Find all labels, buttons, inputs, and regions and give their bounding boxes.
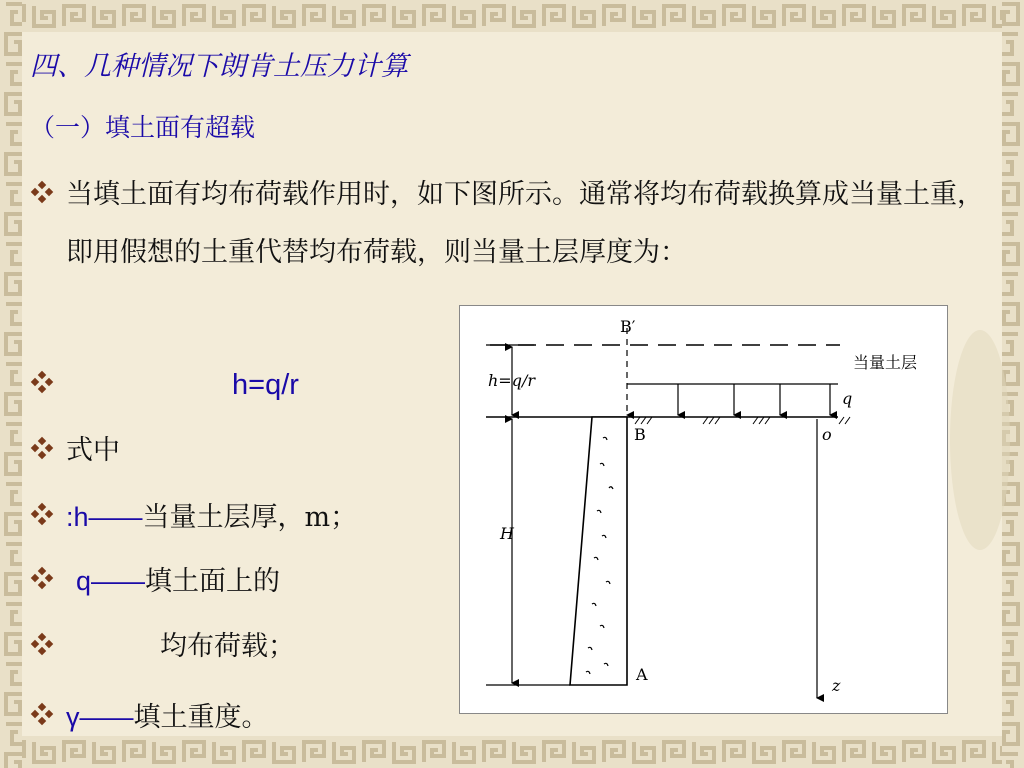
symbol-gamma: γ—— [66,702,134,732]
diamond-bullet-icon [30,436,54,460]
bullet-text: 式中 [66,435,120,466]
label-b: B [634,425,646,444]
diamond-bullet-icon [30,502,54,526]
bullet-item [30,356,299,414]
retaining-wall [570,417,627,685]
ground-hatch-marks [635,417,850,424]
label-b-prime: B′ [620,317,636,336]
bullet-item [30,422,120,480]
section-subtitle: （一）填土面有超载 [30,113,256,142]
label-a: A [636,665,648,684]
surcharge-load-arrows [678,384,830,415]
symbol-q: q—— [76,566,146,596]
bullet-text: 填土面上的 [145,566,281,597]
diamond-bullet-icon [30,370,54,394]
paragraph-text: 当填土面有均布荷载作用时，如下图所示。通常将均布荷载换算成当量土重，即用假想的土重代替均布荷载，则当量土层厚度为： [66,179,984,268]
diamond-bullet-icon [30,180,54,204]
diamond-bullet-icon [30,566,54,590]
symbol-h: :h—— [66,502,143,532]
label-o: o [822,425,832,444]
label-q: q [842,389,853,408]
formula-text: h=q/r [232,369,299,401]
diamond-bullet-icon [30,632,54,656]
bullet-text: 当量土层厚，m； [142,502,358,533]
label-z: z [832,676,841,695]
bullet-item [30,618,295,676]
bullet-text: 均布荷载； [160,631,295,662]
bullet-item [30,688,269,747]
bullet-text: 填土重度。 [133,702,269,733]
label-H: H [500,524,514,543]
slide-title: 四、几种情况下朗肯土压力计算 [30,51,408,82]
bullet-item [30,166,990,282]
diamond-bullet-icon [30,702,54,726]
bullet-item [30,488,357,547]
retaining-wall-diagram [459,305,948,714]
label-equivalent-soil-layer: 当量土层 [853,353,918,372]
bullet-item [30,552,280,611]
label-h-equivalent: h=q/r [488,371,535,390]
